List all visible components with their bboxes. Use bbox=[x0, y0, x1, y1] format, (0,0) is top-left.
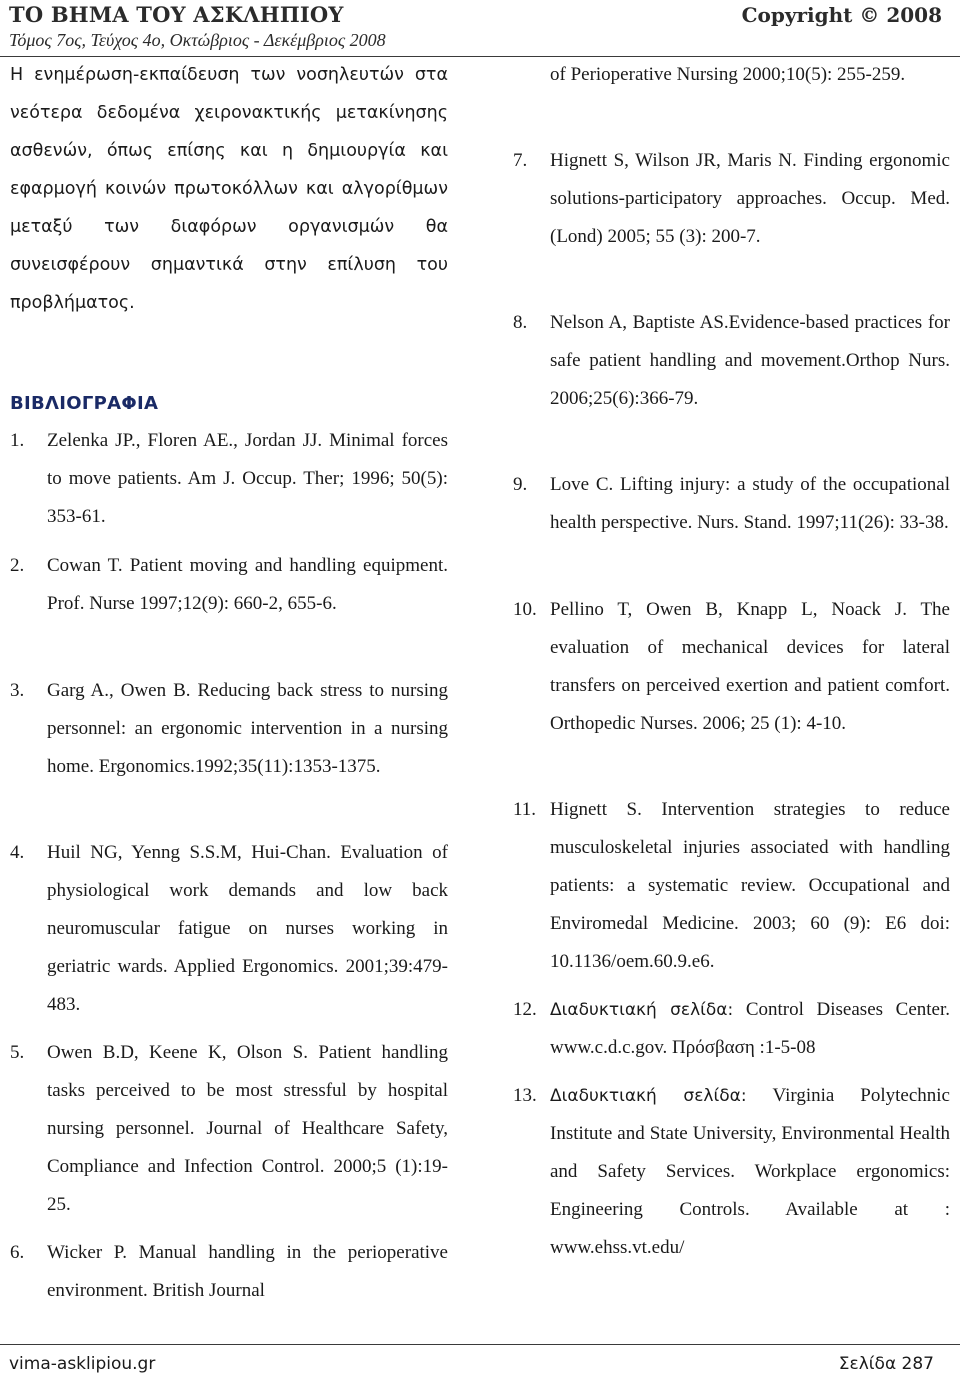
reference-text: Love C. Lifting injury: a study of the occupational health perspective. Nurs. Stand. 1997;11(26): 33-38. bbox=[550, 474, 950, 533]
reference-text: Control Diseases Center. www.c.d.c.gov. Πρόσβαση :1-5-08 bbox=[550, 999, 950, 1058]
copyright-notice: Copyright © 2008 bbox=[741, 3, 942, 27]
reference-number: 3. bbox=[10, 680, 25, 701]
reference-number: 10. bbox=[513, 599, 537, 620]
issue-info: Τόμος 7ος, Τεύχος 4ο, Οκτώβριος - Δεκέμβριος 2008 bbox=[9, 30, 386, 50]
reference-number: 13. bbox=[513, 1085, 537, 1106]
reference-item bbox=[10, 547, 448, 623]
reference-item bbox=[513, 591, 950, 743]
reference-item bbox=[10, 1034, 448, 1224]
reference-text: Pellino T, Owen B, Knapp L, Noack J. The evaluation of mechanical devices for lateral transfers on perceived exertion and patient comfort. Orthopedic Nurses. 2006; 25 (1): 4-10. bbox=[550, 599, 950, 734]
reference-number: 6. bbox=[10, 1242, 25, 1263]
reference-greek-label: Διαδυκτιακή σελίδα: bbox=[550, 1086, 747, 1106]
reference-item bbox=[10, 422, 448, 536]
reference-greek-label: Διαδυκτιακή σελίδα: bbox=[550, 1000, 734, 1020]
reference-item bbox=[513, 991, 950, 1067]
reference-item bbox=[10, 672, 448, 786]
footer-site: vima-asklipiou.gr bbox=[9, 1354, 156, 1374]
journal-title: ΤΟ ΒΗΜΑ ΤΟΥ ΑΣΚΛΗΠΙΟΥ bbox=[9, 2, 344, 27]
reference-item bbox=[10, 834, 448, 1024]
reference-number: 7. bbox=[513, 150, 528, 171]
reference-item bbox=[10, 1234, 448, 1310]
reference-number: 1. bbox=[10, 430, 25, 451]
reference-item bbox=[513, 791, 950, 981]
reference-text: Cowan T. Patient moving and handling equipment. Prof. Nurse 1997;12(9): 660-2, 655-6. bbox=[47, 555, 448, 614]
reference-text: Garg A., Owen B. Reducing back stress to nursing personnel: an ergonomic intervention in a nursing home. Ergonomics.1992;35(11):1353-1375. bbox=[47, 680, 448, 777]
reference-number: 4. bbox=[10, 842, 25, 863]
reference-text: Nelson A, Baptiste AS.Evidence-based practices for safe patient handling and movement.Orthop Nurs. 2006;25(6):366-79. bbox=[550, 312, 950, 409]
reference-text: Hignett S. Intervention strategies to reduce musculoskeletal injuries associated with handling patients: a systematic review. Occupational and Enviromedal Medicine. 2003; 60 (9): E6 doi: 10.1136/oem.60.9.e6. bbox=[550, 799, 950, 972]
reference-text: Hignett S, Wilson JR, Maris N. Finding ergonomic solutions-participatory approaches. Occup. Med. (Lond) 2005; 55 (3): 200-7. bbox=[550, 150, 950, 247]
reference-text: Zelenka JP., Floren AE., Jordan JJ. Minimal forces to move patients. Am J. Occup. Ther; 1996; 50(5): 353-61. bbox=[47, 430, 448, 527]
reference-text: Wicker P. Manual handling in the perioperative environment. British Journal bbox=[47, 1242, 448, 1301]
reference-text: Virginia Polytechnic Institute and State University, Environmental Health and Safety Services. Workplace ergonomics: Engineering Controls. Available at : www.ehss.vt.edu/ bbox=[550, 1085, 950, 1258]
reference-number: 5. bbox=[10, 1042, 25, 1063]
reference-item bbox=[513, 466, 950, 542]
bibliography-heading: ΒΙΒΛΙΟΓΡΑΦΙΑ bbox=[10, 393, 159, 414]
footer-page-number: Σελίδα 287 bbox=[838, 1354, 934, 1374]
footer-divider bbox=[0, 1344, 960, 1345]
reference-continuation: of Perioperative Nursing 2000;10(5): 255-259. bbox=[550, 64, 906, 85]
reference-number: 12. bbox=[513, 999, 537, 1020]
reference-number: 2. bbox=[10, 555, 25, 576]
reference-number: 8. bbox=[513, 312, 528, 333]
reference-item bbox=[513, 142, 950, 256]
reference-item bbox=[513, 1077, 950, 1267]
intro-paragraph: Η ενημέρωση-εκπαίδευση των νοσηλευτών στα νεότερα δεδομένα χειρονακτικής μετακίνησης ασθενών, όπως επίσης και η δημιουργία και εφαρμογή κοινών πρωτοκόλλων και αλγορίθμων μεταξύ των διαφόρων οργανισμών θα συνεισφέρουν σημαντικά στην επίλυση του προβλήματος. bbox=[10, 65, 448, 313]
reference-number: 11. bbox=[513, 799, 537, 820]
reference-number: 9. bbox=[513, 474, 528, 495]
reference-text: Huil NG, Yenng S.S.M, Hui-Chan. Evaluation of physiological work demands and low back neuromuscular fatigue on nurses working in geriatric wards. Applied Ergonomics. 2001;39:479-483. bbox=[47, 842, 448, 1015]
reference-item bbox=[513, 304, 950, 418]
reference-text: Owen B.D, Keene K, Olson S. Patient handling tasks perceived to be most stressful by hospital nursing personnel. Journal of Healthcare Safety, Compliance and Infection Control. 2000;5 (1):19-25. bbox=[47, 1042, 448, 1215]
